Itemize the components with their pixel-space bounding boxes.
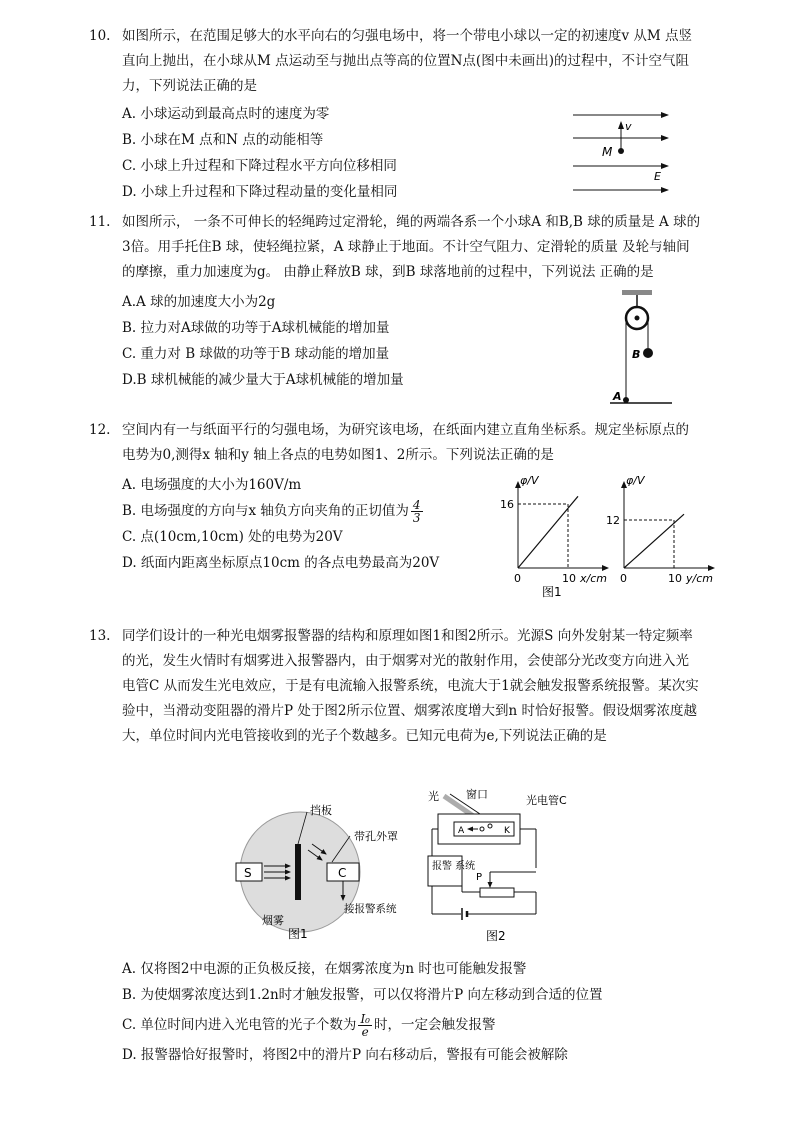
q13-figure-1 bbox=[232, 800, 422, 940]
x-tick-label: 0 bbox=[620, 572, 627, 585]
y-axis-label: φ/V bbox=[626, 474, 645, 487]
smoke-label: 烟雾 bbox=[262, 914, 284, 927]
baffle bbox=[295, 844, 301, 900]
question-number: 12. bbox=[89, 422, 111, 438]
question-number: 13. bbox=[89, 628, 111, 644]
velocity-label: v bbox=[625, 120, 632, 133]
potential-chart-x bbox=[500, 474, 608, 585]
charged-ball bbox=[618, 148, 624, 154]
slider-p-label: P bbox=[476, 872, 483, 883]
option-a: A. 电场强度的大小为160V/m bbox=[122, 477, 302, 493]
option-a: A. 仅将图2中电源的正负极反接，在烟雾浓度为n 时也可能触发报警 bbox=[122, 961, 527, 977]
tube-label: 光电管C bbox=[526, 794, 567, 807]
q13-figure-2 bbox=[426, 786, 606, 946]
option-b: B. 为使烟雾浓度达到1.2n时才触发报警，可以仅将滑片P 向左移动到合适的位置 bbox=[122, 987, 603, 1003]
window-label: 窗口 bbox=[466, 788, 488, 801]
fraction: $\frac{\text{I₀}}{e}$ bbox=[360, 1012, 370, 1039]
question-number: 10. bbox=[89, 28, 111, 44]
option-d: D. 小球上升过程和下降过程动量的变化量相同 bbox=[122, 184, 398, 200]
option-a: A. 小球运动到最高点时的速度为零 bbox=[122, 106, 330, 122]
ball-b bbox=[643, 348, 653, 358]
option-c: C. 小球上升过程和下降过程水平方向位移相同 bbox=[122, 158, 397, 174]
option-d: D.B 球机械能的减少量大于A球机械能的增加量 bbox=[122, 372, 404, 388]
question-stem: 如图所示， 一条不可伸长的轻绳跨过定滑轮，绳的两端各系一个小球A 和B,B 球的质量是 A 球的3倍。用手托住B 球，使轻绳拉紧，A 球静止于地面。不计空气阻力、定滑轮的质量 及轮与轴间的摩擦，重力加速度为g。 由静止释放B 球，到B 球落地前的过程中，下列说法 正确的是 bbox=[122, 214, 701, 280]
point-m-label: M bbox=[602, 145, 613, 159]
q10-field-figure bbox=[568, 108, 678, 198]
question-13-options bbox=[92, 956, 702, 1068]
question-stem: 同学们设计的一种光电烟雾报警器的结构和原理如图1和图2所示。光源S 向外发射某一特定频率的光，发生火情时有烟雾进入报警器内，由于烟雾对光的散射作用，会使部分光改变方向进入光电管C 从而发生光电效应，于是有电流输入报警系统，电流大于1就会触发报警系统报警。某次实验中，当滑动变阻器的滑片P 处于图2所示位置、烟雾浓度增大到n 时恰好报警。假设烟雾浓度越大，单位时间内光电管接收到的光子个数越多。已知元电荷为e,下列说法正确的是 bbox=[122, 628, 699, 744]
potential-line bbox=[624, 514, 684, 568]
phototube-label: C bbox=[338, 866, 347, 880]
potential-chart-y bbox=[606, 474, 714, 585]
x-axis-label: x/cm bbox=[580, 572, 607, 585]
figure-1-caption: 图1 bbox=[288, 927, 308, 940]
cover-label: 带孔外罩 bbox=[354, 830, 398, 843]
option-b: B. 拉力对A球做的功等于A球机械能的增加量 bbox=[122, 320, 390, 336]
q12-potential-charts bbox=[490, 470, 750, 600]
fraction: $\frac{4}{3}$ bbox=[412, 498, 421, 525]
x-axis-label: y/cm bbox=[686, 572, 713, 585]
option-a: A.A 球的加速度大小为2g bbox=[122, 294, 276, 310]
y-tick-label: 16 bbox=[500, 498, 514, 511]
option-d: D. 纸面内距离坐标原点10cm 的各点电势最高为20V bbox=[122, 555, 440, 571]
x-tick-label: 10 bbox=[668, 572, 682, 585]
ceiling-mount bbox=[622, 290, 652, 295]
question-stem: 空间内有一与纸面平行的匀强电场，为研究该电场，在纸面内建立直角坐标系。规定坐标原点的电势为0,测得x 轴和y 轴上各点的电势如图1、2所示。下列说法正确的是 bbox=[122, 422, 689, 463]
y-tick-label: 12 bbox=[606, 514, 620, 527]
field-e-label: E bbox=[654, 170, 661, 183]
q11-pulley-figure bbox=[606, 290, 676, 410]
potential-line bbox=[518, 496, 578, 568]
ball-a bbox=[623, 397, 629, 403]
light-source-label: S bbox=[244, 866, 252, 880]
option-b: B. 电场强度的方向与x 轴负方向夹角的正切值为 $\frac{4}{3}$ bbox=[122, 498, 421, 525]
option-c: C. 重力对 B 球做的功等于B 球动能的增加量 bbox=[122, 346, 390, 362]
anode-label: A bbox=[458, 826, 465, 836]
option-d: D. 报警器恰好报警时，将图2中的滑片P 向右移动后，警报有可能会被解除 bbox=[122, 1047, 568, 1063]
question-number: 11. bbox=[89, 214, 111, 230]
alarm-system-label-1: 报警 系统 bbox=[432, 861, 476, 872]
x-tick-label: 0 bbox=[514, 572, 521, 585]
option-b: B. 小球在M 点和N 点的动能相等 bbox=[122, 132, 324, 148]
alarm-connection-label: 接报警系统 bbox=[344, 903, 397, 915]
ball-a-label: A bbox=[613, 390, 622, 403]
cathode-label: K bbox=[504, 826, 510, 836]
ball-b-label: B bbox=[632, 348, 641, 361]
baffle-label: 挡板 bbox=[310, 804, 332, 817]
figure-caption: 图1 bbox=[542, 585, 562, 599]
x-tick-label: 10 bbox=[562, 572, 576, 585]
figure-2-caption: 图2 bbox=[486, 929, 506, 943]
light-label: 光 bbox=[428, 790, 439, 803]
option-c: C. 点(10cm,10cm) 处的电势为20V bbox=[122, 529, 343, 545]
option-c: C. 单位时间内进入光电管的光子个数为 $\frac{\text{I₀}}{e}$ 时，一定会触发报警 bbox=[122, 1012, 496, 1039]
question-13 bbox=[89, 624, 702, 749]
question-stem: 如图所示，在范围足够大的水平向右的匀强电场中，将一个带电小球以一定的初速度v 从M 点竖直向上抛出，在小球从M 点运动至与抛出点等高的位置N点(图中未画出)的过程中，不计空气阻力，下列说法正确的是 bbox=[122, 28, 693, 94]
y-axis-label: φ/V bbox=[520, 474, 539, 487]
rheostat bbox=[480, 888, 514, 897]
